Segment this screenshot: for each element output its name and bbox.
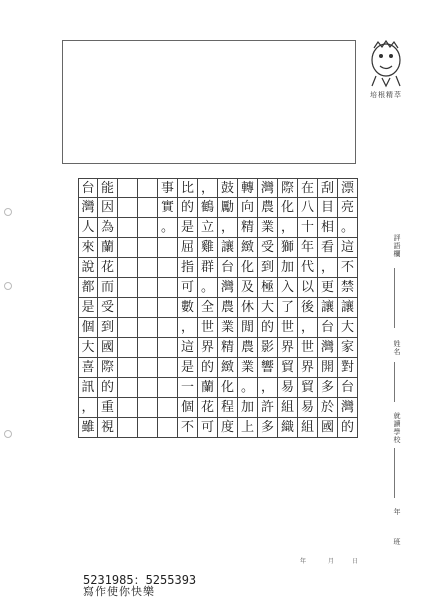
grid-cell <box>138 298 158 318</box>
grid-cell: 的 <box>258 318 278 338</box>
grid-cell: 精 <box>238 218 258 238</box>
grid-cell: 人 <box>78 218 98 238</box>
grid-cell: 看 <box>318 238 338 258</box>
grid-cell: 影 <box>258 338 278 358</box>
grid-cell <box>118 338 138 358</box>
grid-cell: 加 <box>278 258 298 278</box>
grid-cell <box>138 338 158 358</box>
grid-cell: 程 <box>218 398 238 418</box>
grid-cell <box>118 238 138 258</box>
grid-cell: 到 <box>98 318 118 338</box>
grid-cell: 指 <box>178 258 198 278</box>
grid-cell: 世 <box>198 318 218 338</box>
grid-cell: 因 <box>98 198 118 218</box>
grid-cell: 大 <box>258 298 278 318</box>
grid-cell: 開 <box>318 358 338 378</box>
grid-cell: 易 <box>298 398 318 418</box>
grid-cell: 灣 <box>78 198 98 218</box>
grid-cell: 獅 <box>278 238 298 258</box>
mascot-logo <box>364 38 408 88</box>
grid-cell: 重 <box>98 398 118 418</box>
label-school: 就讀學校 <box>393 412 401 444</box>
grid-cell: 到 <box>258 258 278 278</box>
grid-cell: 這 <box>338 238 358 258</box>
grid-cell: 鼓 <box>218 178 238 198</box>
grid-cell <box>158 378 178 398</box>
grid-cell <box>138 198 158 218</box>
grid-cell: 了 <box>278 298 298 318</box>
grid-cell <box>138 378 158 398</box>
grid-cell <box>138 178 158 198</box>
grid-cell: 喜 <box>78 358 98 378</box>
grid-cell: 是 <box>178 358 198 378</box>
grid-cell: 受 <box>98 298 118 318</box>
grid-cell: 。 <box>238 378 258 398</box>
grid-cell: 事 <box>158 178 178 198</box>
grid-cell: 度 <box>218 418 238 438</box>
grid-cell: 灣 <box>218 278 238 298</box>
grid-cell <box>118 178 138 198</box>
grid-cell: 。 <box>198 278 218 298</box>
grid-cell: 緻 <box>238 238 258 258</box>
grid-cell: 國 <box>98 338 118 358</box>
grid-cell <box>118 418 138 438</box>
grid-cell: ， <box>178 318 198 338</box>
grid-cell: 實 <box>158 198 178 218</box>
grid-cell: ， <box>218 218 238 238</box>
date-month-label: 月 <box>328 558 335 565</box>
grid-cell: 緻 <box>218 358 238 378</box>
teacher-comment-box <box>62 40 356 164</box>
grid-cell: 相 <box>318 218 338 238</box>
grid-cell: 比 <box>178 178 198 198</box>
grid-cell: 化 <box>218 378 238 398</box>
grid-cell: 台 <box>338 378 358 398</box>
grid-cell: ， <box>78 398 98 418</box>
grid-cell: 一 <box>178 378 198 398</box>
grid-cell: 勵 <box>218 198 238 218</box>
grid-cell: 上 <box>238 418 258 438</box>
grid-cell: 可 <box>198 418 218 438</box>
grid-cell: 十 <box>298 218 318 238</box>
grid-cell: 台 <box>218 258 238 278</box>
grid-cell <box>158 238 178 258</box>
grid-cell: 刮 <box>318 178 338 198</box>
grid-cell: 對 <box>338 358 358 378</box>
grid-cell: 的 <box>338 418 358 438</box>
grid-cell <box>158 318 178 338</box>
grid-cell: 蘭 <box>198 378 218 398</box>
grid-cell: 可 <box>178 278 198 298</box>
footer-phone-numbers: 5231985：5255393 <box>83 573 197 587</box>
grid-cell: 極 <box>258 278 278 298</box>
grid-cell: 以 <box>298 278 318 298</box>
grid-cell: 禁 <box>338 278 358 298</box>
grid-cell: 易 <box>278 378 298 398</box>
grid-cell: 化 <box>238 258 258 278</box>
grid-cell: 業 <box>258 218 278 238</box>
grid-cell: 灣 <box>338 398 358 418</box>
grid-cell: 際 <box>278 178 298 198</box>
binding-hole <box>4 430 12 438</box>
grid-cell: 界 <box>298 358 318 378</box>
grid-cell <box>118 218 138 238</box>
grid-cell: 農 <box>258 198 278 218</box>
grid-cell: 讓 <box>338 298 358 318</box>
grid-cell: 後 <box>298 298 318 318</box>
grid-cell: 家 <box>338 338 358 358</box>
grid-cell: 在 <box>298 178 318 198</box>
grid-cell <box>118 298 138 318</box>
grid-cell: 多 <box>258 418 278 438</box>
grid-cell: 織 <box>278 418 298 438</box>
comment-line <box>394 268 395 328</box>
grid-cell <box>118 378 138 398</box>
grid-cell: 界 <box>278 338 298 358</box>
grid-cell: 目 <box>318 198 338 218</box>
grid-cell: 都 <box>78 278 98 298</box>
grid-cell: 群 <box>198 258 218 278</box>
grid-cell <box>118 258 138 278</box>
grid-cell <box>118 398 138 418</box>
grid-cell: 雞 <box>198 238 218 258</box>
grid-cell <box>118 318 138 338</box>
grid-cell: 立 <box>198 218 218 238</box>
grid-cell: 屈 <box>178 238 198 258</box>
grid-cell: 全 <box>198 298 218 318</box>
grid-cell: 業 <box>238 358 258 378</box>
grid-cell: 能 <box>98 178 118 198</box>
grid-cell: 這 <box>178 338 198 358</box>
school-line <box>394 448 395 498</box>
grid-cell: 加 <box>238 398 258 418</box>
grid-cell: 。 <box>158 218 178 238</box>
grid-cell: 及 <box>238 278 258 298</box>
grid-cell <box>158 398 178 418</box>
grid-cell: 多 <box>318 378 338 398</box>
logo-caption: 培根精萃 <box>370 91 402 99</box>
grid-cell: 視 <box>98 418 118 438</box>
grid-cell: 向 <box>238 198 258 218</box>
grid-cell: ， <box>258 378 278 398</box>
grid-cell: 讓 <box>218 238 238 258</box>
grid-cell <box>138 418 158 438</box>
grid-cell <box>158 358 178 378</box>
grid-cell: 響 <box>258 358 278 378</box>
grid-cell: 閒 <box>238 318 258 338</box>
date-day-label: 日 <box>352 558 359 565</box>
grid-cell <box>158 298 178 318</box>
grid-cell: 國 <box>318 418 338 438</box>
grid-cell <box>158 418 178 438</box>
grid-cell: 年 <box>298 238 318 258</box>
grid-cell: 。 <box>338 218 358 238</box>
name-line <box>394 362 395 402</box>
grid-cell <box>138 238 158 258</box>
grid-cell <box>138 278 158 298</box>
grid-cell: 說 <box>78 258 98 278</box>
grid-cell: 不 <box>178 418 198 438</box>
grid-cell: 個 <box>178 398 198 418</box>
grid-cell: 界 <box>198 338 218 358</box>
grid-cell: 入 <box>278 278 298 298</box>
footer-motto: 寫作使你快樂 <box>83 585 155 598</box>
grid-cell <box>138 318 158 338</box>
grid-cell: 貿 <box>278 358 298 378</box>
grid-cell: 為 <box>98 218 118 238</box>
grid-cell: 大 <box>78 338 98 358</box>
grid-cell: 貿 <box>298 378 318 398</box>
grid-cell: 休 <box>238 298 258 318</box>
grid-cell: 花 <box>98 258 118 278</box>
grid-cell <box>158 258 178 278</box>
grid-cell: 世 <box>278 318 298 338</box>
grid-cell <box>158 338 178 358</box>
grid-cell: 精 <box>218 338 238 358</box>
grid-cell: 鶴 <box>198 198 218 218</box>
grid-cell <box>138 398 158 418</box>
grid-cell: 許 <box>258 398 278 418</box>
grid-cell: ， <box>298 318 318 338</box>
label-grade: 年 <box>393 508 401 516</box>
grid-cell: 讓 <box>318 298 338 318</box>
grid-cell: 是 <box>178 218 198 238</box>
binding-hole <box>4 282 12 290</box>
date-year-label: 年 <box>300 558 307 565</box>
grid-cell: 訊 <box>78 378 98 398</box>
grid-cell: 灣 <box>258 178 278 198</box>
grid-cell: 的 <box>178 198 198 218</box>
grid-cell: 化 <box>278 198 298 218</box>
grid-cell: 八 <box>298 198 318 218</box>
grid-cell: 際 <box>98 358 118 378</box>
grid-cell: 受 <box>258 238 278 258</box>
binding-hole <box>4 208 12 216</box>
grid-cell <box>138 218 158 238</box>
grid-cell <box>138 258 158 278</box>
grid-cell: 雖 <box>78 418 98 438</box>
grid-cell: 大 <box>338 318 358 338</box>
grid-cell: 灣 <box>318 338 338 358</box>
label-class: 班 <box>393 538 401 546</box>
grid-cell <box>138 358 158 378</box>
grid-cell: 於 <box>318 398 338 418</box>
grid-cell: 更 <box>318 278 338 298</box>
grid-cell: 花 <box>198 398 218 418</box>
grid-cell: 農 <box>238 338 258 358</box>
grid-cell: 組 <box>278 398 298 418</box>
label-name: 姓名 <box>393 340 401 356</box>
grid-cell <box>118 198 138 218</box>
grid-cell: 轉 <box>238 178 258 198</box>
label-teacher-comment: 評語欄 <box>393 234 401 258</box>
grid-cell: 台 <box>78 178 98 198</box>
grid-cell: 台 <box>318 318 338 338</box>
grid-cell: ， <box>198 178 218 198</box>
grid-cell: 蘭 <box>98 238 118 258</box>
grid-cell: 是 <box>78 298 98 318</box>
essay-grid <box>78 178 358 438</box>
grid-cell <box>118 278 138 298</box>
grid-cell: 數 <box>178 298 198 318</box>
grid-cell: 的 <box>198 358 218 378</box>
grid-cell: 不 <box>338 258 358 278</box>
grid-cell: 業 <box>218 318 238 338</box>
grid-cell: 而 <box>98 278 118 298</box>
grid-cell <box>158 278 178 298</box>
grid-cell: ， <box>318 258 338 278</box>
grid-cell: 代 <box>298 258 318 278</box>
grid-cell: 組 <box>298 418 318 438</box>
grid-cell <box>118 358 138 378</box>
grid-cell: 的 <box>98 378 118 398</box>
grid-cell: 來 <box>78 238 98 258</box>
grid-cell: ， <box>278 218 298 238</box>
grid-cell: 農 <box>218 298 238 318</box>
grid-cell: 世 <box>298 338 318 358</box>
grid-cell: 個 <box>78 318 98 338</box>
grid-cell: 亮 <box>338 198 358 218</box>
grid-cell: 漂 <box>338 178 358 198</box>
